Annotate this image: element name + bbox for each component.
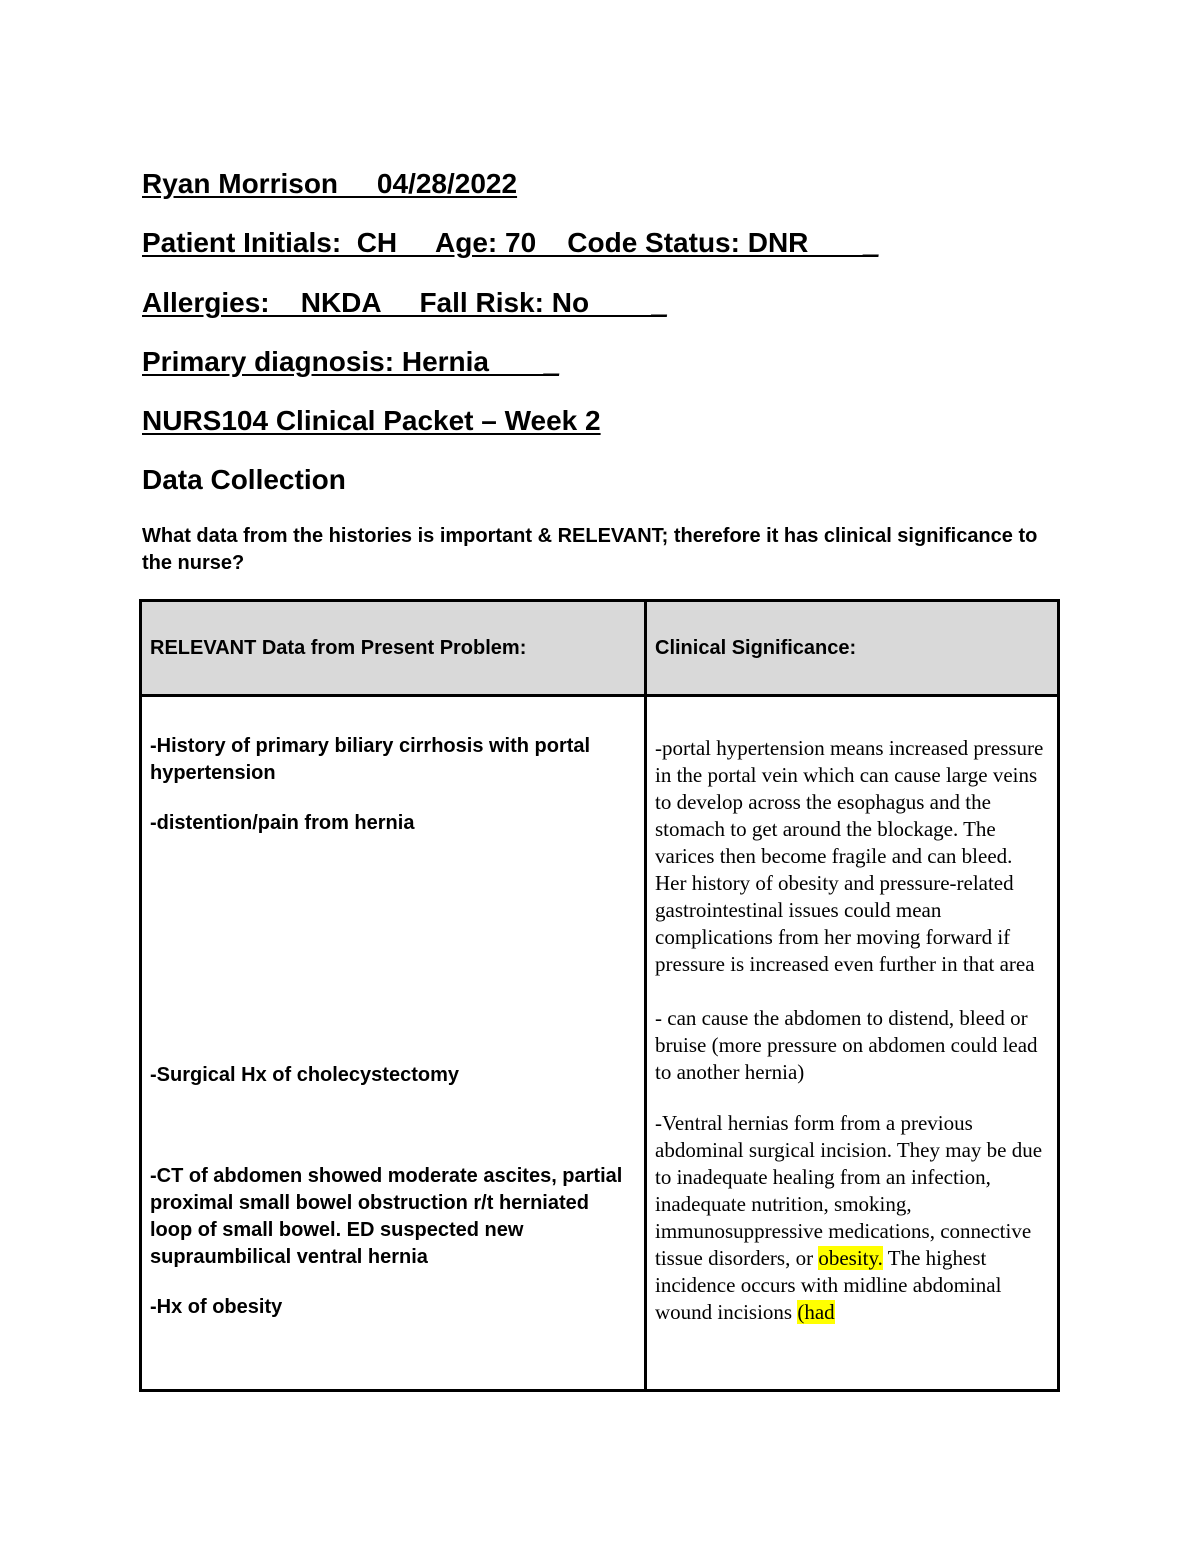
table-header-row [141, 601, 1059, 696]
sig3-text-a: -Ventral hernias form from a previous abdominal surgical incision. They may be due to inadequate healing from an infection, inadequate nutrition, smoking, immunosuppressive medications, connective tissue disorders, or [655, 1111, 1043, 1270]
allergies-line: Allergies: NKDA Fall Risk: No _ [142, 287, 667, 318]
relevant-data-cell [141, 696, 646, 1391]
patient-info-line: Patient Initials: CH Age: 70 Code Status: DNR _ [142, 227, 879, 258]
highlight-obesity: obesity. [818, 1246, 883, 1270]
significance-portal-hypertension: -portal hypertension means increased pressure in the portal vein which can cause large veins to develop across the esophagus and the stomach to get around the blockage. The varices then become fragile and can bleed. Her history of obesity and pressure-related gastrointestinal issues could mean complications from her moving forward if pressure is increased even further in that area [655, 736, 1044, 976]
data-item-obesity: -Hx of obesity [150, 1296, 283, 1318]
significance-cholecystectomy: - can cause the abdomen to distend, bleed or bruise (more pressure on abdomen could lead to another hernia) [655, 1006, 1038, 1084]
sig3-text-b: The highest incidence occurs with midline abdominal wound incisions [655, 1246, 1002, 1324]
table-row [141, 696, 1059, 1391]
data-table [139, 599, 1060, 1392]
data-item-cirrhosis: -History of primary biliary cirrhosis with portal hypertension [150, 735, 591, 784]
clinical-significance-cell [646, 696, 1059, 1391]
author-date-line: Ryan Morrison 04/28/2022 [142, 168, 518, 199]
data-item-cholecystectomy: -Surgical Hx of cholecystectomy [150, 1064, 459, 1086]
highlight-had: (had [797, 1300, 835, 1324]
col1-header: RELEVANT Data from Present Problem: [141, 601, 646, 696]
significance-ventral-hernia [655, 1110, 1049, 1326]
question-text: What data from the histories is important & RELEVANT; therefore it has clinical significance to the nurse? [142, 525, 1038, 574]
section-title: Data Collection [142, 464, 346, 495]
packet-title: NURS104 Clinical Packet – Week 2 [142, 405, 601, 436]
diagnosis-line: Primary diagnosis: Hernia _ [142, 346, 560, 377]
col2-header: Clinical Significance: [646, 601, 1059, 696]
data-item-ct-findings: -CT of abdomen showed moderate ascites, partial proximal small bowel obstruction r/t herniated loop of small bowel. ED suspected new supraumbilical ventral hernia [150, 1165, 623, 1268]
data-item-distention: -distention/pain from hernia [150, 812, 415, 834]
